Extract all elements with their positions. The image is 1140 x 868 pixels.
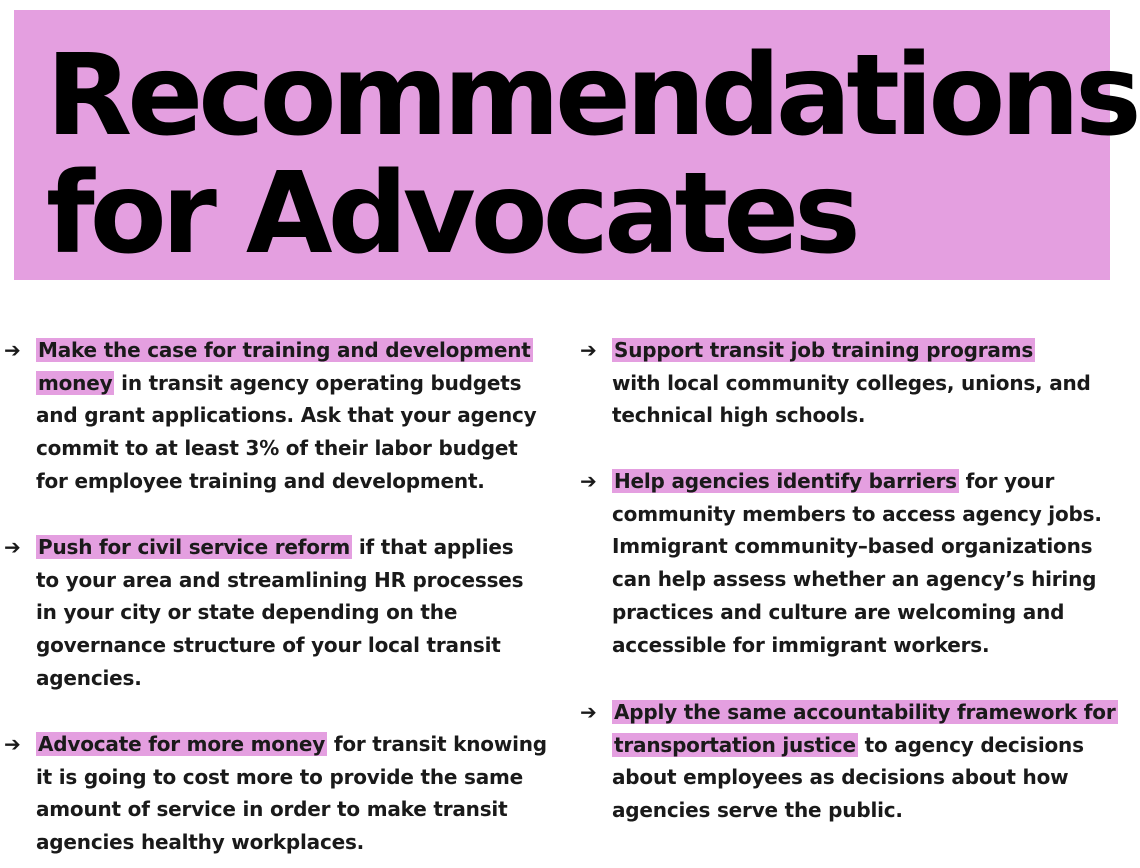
body-text: with local community colleges, unions, and: [612, 370, 1091, 395]
body-text: for your: [958, 469, 1055, 493]
body-text: and grant applications. Ask that your agency: [36, 403, 537, 428]
recommendation-line: [36, 399, 537, 432]
body-text: to your area and streamlining HR processes: [36, 567, 524, 592]
recommendation-item: [580, 465, 1102, 661]
right-arrow-icon: ➔: [580, 700, 597, 724]
body-text: in transit agency operating budgets: [114, 370, 522, 395]
recommendation-item: [4, 531, 523, 695]
highlighted-text: Make the case for training and development: [38, 338, 531, 362]
highlighted-text: Push for civil service reform: [38, 535, 351, 559]
recommendation-line: [36, 596, 523, 629]
highlighted-text: Help agencies identify barriers: [614, 469, 957, 493]
recommendation-item: [4, 334, 537, 498]
body-text: accessible for immigrant workers.: [612, 632, 990, 657]
body-text: agencies serve the public.: [612, 798, 903, 823]
recommendation-item: [580, 334, 1091, 432]
recommendation-line: [36, 793, 547, 826]
body-text: practices and culture are welcoming and: [612, 599, 1065, 624]
body-text: in your city or state depending on the: [36, 600, 458, 625]
page-title-line-2: for Advocates: [46, 149, 856, 279]
recommendation-line: [612, 334, 1091, 367]
highlighted-text: Advocate for more money: [38, 732, 326, 756]
highlighted-text: money: [38, 370, 113, 395]
recommendation-line: [612, 367, 1091, 400]
recommendation-line: [36, 761, 547, 794]
highlighted-text: transportation justice: [614, 732, 856, 757]
body-text: it is going to cost more to provide the same: [36, 764, 524, 789]
body-text: for transit knowing: [327, 732, 547, 756]
body-text: can help assess whether an agency’s hiring: [612, 567, 1097, 592]
recommendation-line: [36, 334, 537, 367]
recommendation-line: [36, 465, 537, 498]
recommendation-line: [612, 399, 1091, 432]
body-text: commit to at least 3% of their labor budget: [36, 436, 518, 461]
body-text: if that applies: [352, 535, 514, 559]
recommendation-line: [612, 729, 1118, 762]
recommendation-line: [36, 826, 547, 859]
right-arrow-icon: ➔: [580, 338, 597, 362]
recommendation-line: [612, 465, 1102, 498]
body-text: community members to access agency jobs.: [612, 501, 1102, 526]
recommendation-line: [36, 662, 523, 695]
body-text: amount of service in order to make transit: [36, 797, 508, 822]
recommendation-line: [36, 629, 523, 662]
recommendation-line: [612, 530, 1102, 563]
recommendation-item: [580, 696, 1118, 827]
recommendation-line: [36, 367, 537, 400]
recommendation-line: [36, 432, 537, 465]
recommendation-line: [612, 761, 1118, 794]
right-arrow-icon: ➔: [4, 338, 21, 362]
highlighted-text: Apply the same accountability framework for: [614, 700, 1116, 724]
recommendation-item: [4, 728, 547, 859]
recommendation-line: [36, 531, 523, 564]
recommendation-line: [612, 498, 1102, 531]
recommendation-line: [36, 728, 547, 761]
body-text: technical high schools.: [612, 403, 866, 428]
recommendation-line: [612, 596, 1102, 629]
body-text: about employees as decisions about how: [612, 765, 1069, 790]
recommendation-line: [36, 564, 523, 597]
recommendation-line: [612, 696, 1118, 729]
right-arrow-icon: ➔: [580, 469, 597, 493]
page-title-line-1: Recommendations: [46, 31, 1137, 161]
body-text: agencies.: [36, 665, 142, 690]
recommendation-line: [612, 629, 1102, 662]
recommendation-line: [612, 794, 1118, 827]
right-arrow-icon: ➔: [4, 732, 21, 756]
title-banner: [14, 10, 1137, 280]
recommendation-line: [612, 563, 1102, 596]
highlighted-text: Support transit job training programs: [614, 338, 1034, 362]
body-text: for employee training and development.: [36, 468, 485, 493]
body-text: to agency decisions: [857, 732, 1084, 757]
right-arrow-icon: ➔: [4, 535, 21, 559]
body-text: Immigrant community–based organizations: [612, 534, 1093, 559]
body-text: agencies healthy workplaces.: [36, 830, 365, 855]
body-text: governance structure of your local transit: [36, 633, 501, 658]
